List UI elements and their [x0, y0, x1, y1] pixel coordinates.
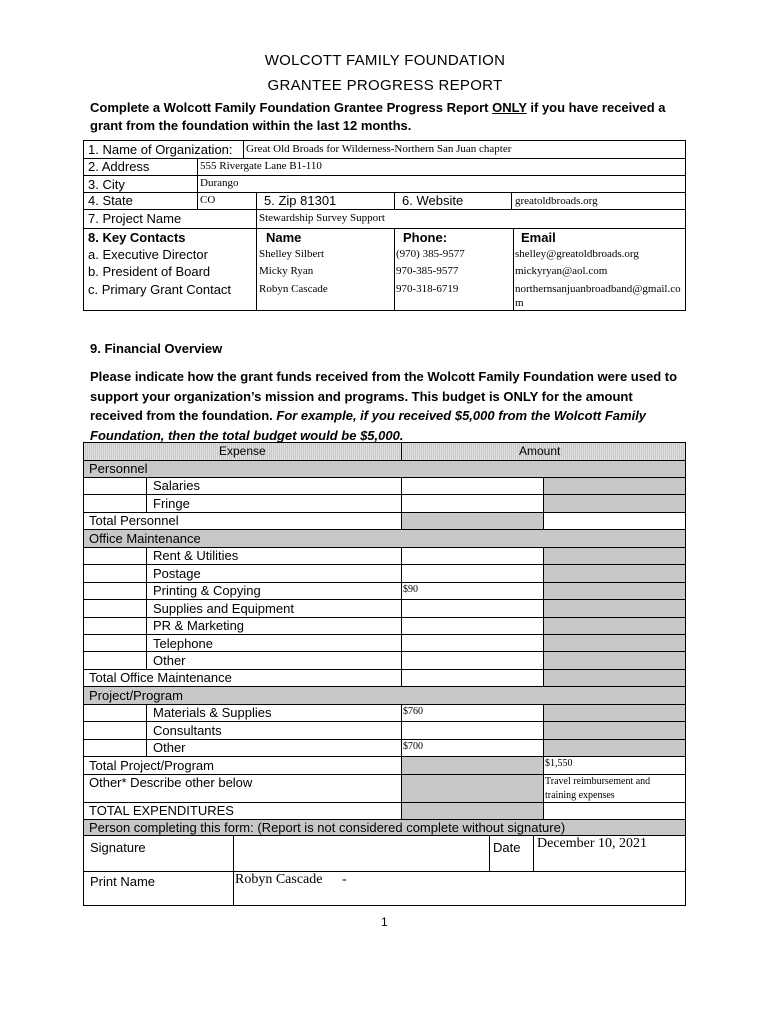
intro-text — [90, 99, 690, 135]
contact-email-field[interactable]: northernsanjuanbroadband@gmail.com — [515, 283, 681, 309]
total-project-label: Total Project/Program — [89, 758, 214, 773]
address-field[interactable]: 555 Rivergate Lane B1-110 — [200, 160, 322, 172]
fringe-label: Fringe — [153, 496, 190, 511]
contact-role: c. Primary Grant Contact — [88, 282, 232, 297]
office-maintenance-section: Office Maintenance — [89, 531, 201, 546]
contact-email-field[interactable]: mickyryan@aol.com — [515, 265, 608, 277]
date-field[interactable]: December 10, 2021 — [537, 836, 648, 851]
city-field[interactable]: Durango — [200, 177, 239, 189]
intro-part1: Complete a Wolcott Family Foundation Grantee Progress Report — [90, 100, 493, 115]
contact-phone-field[interactable]: (970) 385-9577 — [396, 248, 465, 260]
contact-name-field[interactable]: Shelley Silbert — [259, 248, 325, 260]
website-label: 6. Website — [402, 193, 464, 208]
project-name-label: 7. Project Name — [88, 211, 182, 226]
project-program-section: Project/Program — [89, 688, 183, 703]
salaries-label: Salaries — [153, 478, 200, 493]
pr-marketing-label: PR & Marketing — [153, 618, 245, 633]
city-label: 3. City — [88, 177, 125, 192]
materials-amount-field[interactable]: $760 — [403, 706, 423, 717]
expense-column-header: Expense — [219, 444, 266, 458]
contact-role: b. President of Board — [88, 264, 211, 279]
financial-overview-heading: 9. Financial Overview — [90, 341, 223, 356]
state-field[interactable]: CO — [200, 194, 216, 206]
contact-name-field[interactable]: Micky Ryan — [259, 265, 314, 277]
intro-part2: if you have received a grant from the foundation within the last 12 months. — [90, 100, 666, 133]
contact-email-header: Email — [521, 230, 556, 245]
org-name-label: 1. Name of Organization: — [88, 142, 233, 157]
project-other-label: Other — [153, 740, 186, 755]
total-personnel-label: Total Personnel — [89, 513, 179, 528]
contact-role: a. Executive Director — [88, 247, 208, 262]
consultants-label: Consultants — [153, 723, 222, 738]
print-name-label: Print Name — [90, 874, 156, 889]
page-number: 1 — [381, 915, 388, 929]
printing-amount-field[interactable]: $90 — [403, 584, 418, 595]
intro-only: ONLY — [492, 100, 527, 115]
total-expenditures-label: TOTAL EXPENDITURES — [89, 803, 234, 818]
materials-supplies-label: Materials & Supplies — [153, 705, 272, 720]
report-title-grantee: GRANTEE PROGRESS REPORT — [267, 77, 503, 94]
financial-para: Please indicate how the grant funds received from the Wolcott Family Foundation were used to support your organization’s mission and programs. This budget is ONLY for the amount received from the foundation. — [90, 369, 678, 423]
contact-email-field[interactable]: shelley@greatoldbroads.org — [515, 248, 639, 260]
print-name-field[interactable]: Robyn Cascade — [235, 872, 323, 887]
financial-instructions — [90, 367, 688, 445]
printing-copying-label: Printing & Copying — [153, 583, 261, 598]
postage-label: Postage — [153, 566, 201, 581]
person-completing-label: Person completing this form: (Report is not considered complete without signature) — [89, 820, 566, 835]
report-title-foundation: WOLCOTT FAMILY FOUNDATION — [264, 52, 506, 69]
state-label: 4. State — [88, 193, 133, 208]
project-name-field[interactable]: Stewardship Survey Support — [259, 212, 385, 224]
signature-label: Signature — [90, 840, 146, 855]
key-contacts-label: 8. Key Contacts — [88, 230, 186, 245]
supplies-equipment-label: Supplies and Equipment — [153, 601, 294, 616]
telephone-label: Telephone — [153, 636, 213, 651]
office-other-label: Other — [153, 653, 186, 668]
other-describe-label: Other* Describe other below — [89, 775, 253, 790]
org-name-field[interactable]: Great Old Broads for Wilderness-Northern San Juan chapter — [246, 143, 512, 155]
total-office-label: Total Office Maintenance — [89, 670, 232, 685]
contact-name-header: Name — [266, 230, 302, 245]
print-name-dash: - — [342, 872, 347, 887]
amount-column-header: Amount — [519, 444, 561, 458]
rent-utilities-label: Rent & Utilities — [153, 548, 239, 563]
contact-phone-field[interactable]: 970-318-6719 — [396, 283, 459, 295]
financial-example: For example, if you received $5,000 from the Wolcott Family Foundation, then the total budget would be $5,000. — [90, 408, 647, 443]
date-label: Date — [493, 840, 521, 855]
project-other-amount-field[interactable]: $700 — [403, 741, 423, 752]
contact-name-field[interactable]: Robyn Cascade — [259, 283, 328, 295]
address-label: 2. Address — [88, 159, 150, 174]
total-project-amount-field[interactable]: $1,550 — [545, 758, 573, 769]
personnel-section: Personnel — [89, 461, 148, 476]
zip-label: 5. Zip 81301 — [264, 193, 337, 208]
website-field[interactable]: greatoldbroads.org — [515, 195, 598, 207]
contact-phone-header: Phone: — [403, 230, 448, 245]
contact-phone-field[interactable]: 970-385-9577 — [396, 265, 459, 277]
other-description-field[interactable]: Travel reimbursement and training expenses — [545, 776, 651, 801]
